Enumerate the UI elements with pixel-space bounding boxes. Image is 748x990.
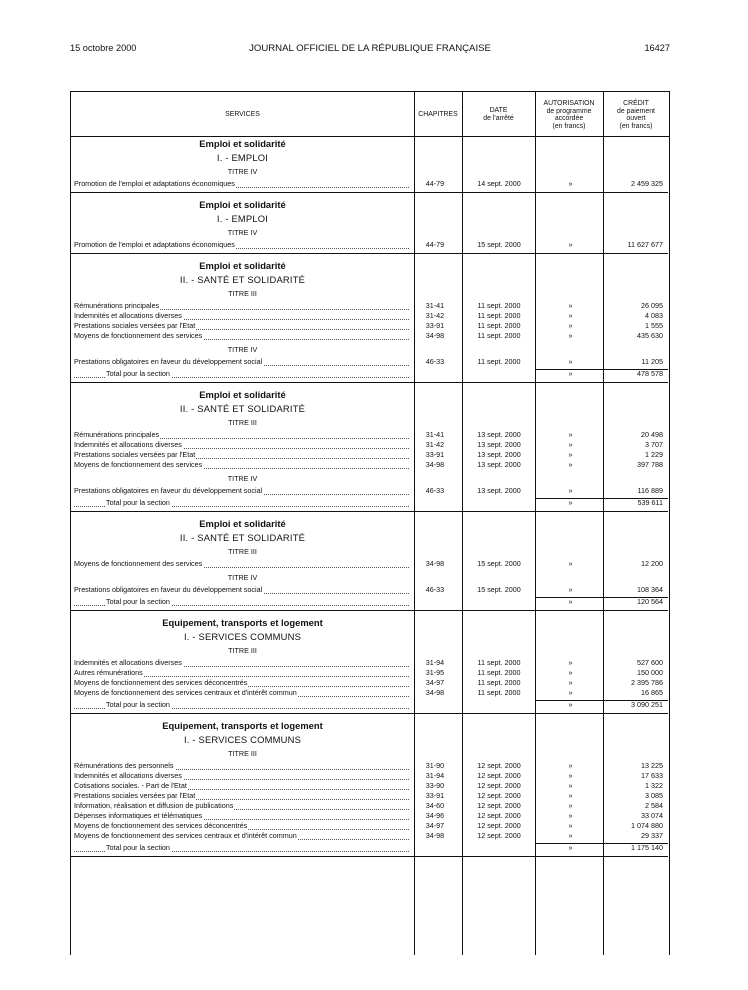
- row-label-text: Prestations obligatoires en faveur du développement social: [74, 357, 263, 366]
- section-rule: [70, 713, 668, 714]
- row-credit: 20 498: [641, 430, 663, 439]
- col-header-auth-line: de programme: [546, 107, 592, 115]
- total-label: [74, 369, 409, 378]
- row-label: [74, 460, 409, 469]
- titre-heading: [70, 343, 668, 357]
- row-credit: 108 364: [637, 585, 663, 594]
- total-credit: 3 090 251: [631, 700, 663, 709]
- ministry-heading: [70, 516, 668, 531]
- subsection-heading: [70, 531, 668, 545]
- ministry-title: Emploi et solidarité: [199, 260, 286, 271]
- total-label: [74, 498, 409, 507]
- row-label: [74, 678, 409, 687]
- row-label: [74, 771, 409, 780]
- table-row: [70, 688, 668, 698]
- total-row: [70, 498, 668, 508]
- row-autorisation: »: [568, 311, 573, 320]
- titre-label: TITRE III: [228, 749, 257, 758]
- row-autorisation: »: [568, 771, 573, 780]
- row-credit: 4 083: [645, 311, 663, 320]
- spacer: [70, 857, 668, 861]
- titre-label: TITRE IV: [227, 474, 258, 483]
- row-label-text: Information, réalisation et diffusion de publications: [74, 801, 234, 810]
- total-label-text: Total pour la section: [106, 369, 170, 378]
- row-date: 11 sept. 2000: [477, 331, 521, 340]
- row-credit: 116 889: [637, 486, 663, 495]
- row-chapitre: 44-79: [425, 240, 445, 249]
- row-date: 13 sept. 2000: [477, 460, 521, 469]
- page-header: [70, 43, 670, 57]
- row-credit: 17 633: [641, 771, 663, 780]
- table-row: [70, 668, 668, 678]
- row-credit: 2 584: [645, 801, 663, 810]
- row-autorisation: »: [568, 658, 573, 667]
- row-autorisation: »: [568, 791, 573, 800]
- table-row: [70, 301, 668, 311]
- row-label: [74, 781, 409, 790]
- row-credit: 3 707: [645, 440, 663, 449]
- row-date: 11 sept. 2000: [477, 321, 521, 330]
- row-credit: 397 788: [637, 460, 663, 469]
- col-header-date: [462, 107, 535, 122]
- row-date: 13 sept. 2000: [477, 440, 521, 449]
- row-chapitre: 34-96: [425, 811, 445, 820]
- row-label-text: Prestations sociales versées par l'Etat: [74, 450, 196, 459]
- row-label: [74, 450, 409, 459]
- row-date: 12 sept. 2000: [477, 791, 521, 800]
- col-header-auth-line: AUTORISATION: [543, 100, 595, 107]
- row-chapitre: 34-98: [425, 831, 445, 840]
- table-row: [70, 811, 668, 821]
- row-label-text: Dépenses informatiques et télématiques: [74, 811, 203, 820]
- row-date: 12 sept. 2000: [477, 771, 521, 780]
- total-autorisation: »: [568, 498, 573, 507]
- row-label-text: Rémunérations principales: [74, 301, 160, 310]
- row-label-text: Moyens de fonctionnement des services: [74, 559, 203, 568]
- col-header-services: SERVICES: [225, 111, 260, 118]
- section-block: [70, 516, 668, 615]
- issue-date: 15 octobre 2000: [70, 43, 137, 53]
- row-date: 12 sept. 2000: [477, 831, 521, 840]
- ministry-heading: [70, 197, 668, 212]
- section-rule: [70, 856, 668, 857]
- total-label-text: Total pour la section: [106, 498, 170, 507]
- row-label-text: Moyens de fonctionnement des services centraux et d'intérêt commun: [74, 688, 297, 697]
- subsection-title: II. - SANTÉ ET SOLIDARITÉ: [179, 274, 306, 285]
- row-label: [74, 668, 409, 677]
- row-autorisation: »: [568, 781, 573, 790]
- row-label: [74, 321, 409, 330]
- row-label-text: Indemnités et allocations diverses: [74, 440, 182, 449]
- row-label: [74, 179, 409, 188]
- row-label-text: Moyens de fonctionnement des services déconcentrés: [74, 821, 248, 830]
- row-autorisation: »: [568, 321, 573, 330]
- total-autorisation: »: [568, 700, 573, 709]
- total-credit: 478 578: [637, 369, 663, 378]
- col-header-credit-line: ouvert: [626, 115, 646, 123]
- row-credit: 150 000: [637, 668, 663, 677]
- row-label-text: Moyens de fonctionnement des services: [74, 460, 203, 469]
- row-label: [74, 486, 409, 495]
- subsection-heading: [70, 151, 668, 165]
- row-label: [74, 440, 409, 449]
- row-credit: 1 074 880: [631, 821, 663, 830]
- row-autorisation: »: [568, 801, 573, 810]
- row-credit: 1 229: [645, 450, 663, 459]
- row-autorisation: »: [568, 460, 573, 469]
- row-label: [74, 801, 409, 810]
- section-rule: [70, 511, 668, 512]
- row-credit: 2 395 786: [631, 678, 663, 687]
- row-autorisation: »: [568, 430, 573, 439]
- row-label: [74, 311, 409, 320]
- row-credit: 11 205: [641, 357, 663, 366]
- total-label: [74, 700, 409, 709]
- table-row: [70, 678, 668, 688]
- titre-heading: [70, 226, 668, 240]
- row-chapitre: 34-98: [425, 559, 445, 568]
- titre-heading: [70, 644, 668, 658]
- col-header-date-line: DATE: [489, 107, 508, 114]
- section-block: [70, 718, 668, 861]
- table-row: [70, 440, 668, 450]
- journal-title: JOURNAL OFFICIEL DE LA RÉPUBLIQUE FRANÇAISE: [249, 43, 491, 54]
- total-row: [70, 700, 668, 710]
- titre-label: TITRE III: [228, 289, 257, 298]
- row-chapitre: 46-33: [425, 486, 445, 495]
- total-label: [74, 843, 409, 852]
- table-row: [70, 761, 668, 771]
- table-row: [70, 357, 668, 367]
- row-label: [74, 331, 409, 340]
- row-autorisation: »: [568, 811, 573, 820]
- row-label: [74, 831, 409, 840]
- col-header-date-line: de l'arrêté: [483, 114, 514, 122]
- total-credit: 120 564: [637, 597, 663, 606]
- row-label-text: Indemnités et allocations diverses: [74, 311, 182, 320]
- row-label: [74, 301, 409, 310]
- row-label: [74, 811, 409, 820]
- row-label: [74, 585, 409, 594]
- row-autorisation: »: [568, 331, 573, 340]
- total-credit: 539 611: [637, 498, 663, 507]
- section-block: [70, 136, 668, 197]
- table-row: [70, 486, 668, 496]
- ministry-title: Emploi et solidarité: [199, 138, 286, 149]
- row-autorisation: »: [568, 688, 573, 697]
- ministry-heading: [70, 387, 668, 402]
- subsection-title: I. - SERVICES COMMUNS: [183, 631, 302, 642]
- row-label-text: Prestations sociales versées par l'Etat: [74, 321, 196, 330]
- ministry-title: Equipement, transports et logement: [162, 720, 323, 731]
- row-chapitre: 46-33: [425, 357, 445, 366]
- row-autorisation: »: [568, 179, 573, 188]
- row-date: 13 sept. 2000: [477, 486, 521, 495]
- row-label-text: Rémunérations des personnels: [74, 761, 174, 770]
- col-header-credit: [603, 100, 669, 130]
- table-row: [70, 559, 668, 569]
- total-label: [74, 597, 409, 606]
- row-autorisation: »: [568, 240, 573, 249]
- row-date: 11 sept. 2000: [477, 668, 521, 677]
- row-credit: 435 630: [637, 331, 663, 340]
- row-date: 12 sept. 2000: [477, 761, 521, 770]
- section-rule: [70, 192, 668, 193]
- row-chapitre: 31-94: [425, 658, 445, 667]
- row-chapitre: 33-91: [425, 450, 445, 459]
- row-date: 12 sept. 2000: [477, 781, 521, 790]
- ministry-heading: [70, 718, 668, 733]
- row-chapitre: 33-90: [425, 781, 445, 790]
- table-row: [70, 791, 668, 801]
- section-rule: [70, 610, 668, 611]
- titre-heading: [70, 472, 668, 486]
- row-chapitre: 31-41: [425, 430, 445, 439]
- total-label-text: Total pour la section: [106, 843, 170, 852]
- row-chapitre: 31-42: [425, 440, 445, 449]
- row-date: 13 sept. 2000: [477, 430, 521, 439]
- total-row: [70, 597, 668, 607]
- row-label-text: Moyens de fonctionnement des services déconcentrés: [74, 678, 248, 687]
- table-row: [70, 430, 668, 440]
- table-row: [70, 240, 668, 250]
- row-chapitre: 34-97: [425, 678, 445, 687]
- subsection-heading: [70, 212, 668, 226]
- row-label: [74, 240, 409, 249]
- row-credit: 1 322: [645, 781, 663, 790]
- section-block: [70, 387, 668, 516]
- table-row: [70, 771, 668, 781]
- titre-label: TITRE IV: [227, 345, 258, 354]
- col-header-auth-line: accordée: [554, 115, 584, 123]
- row-chapitre: 34-98: [425, 460, 445, 469]
- ministry-title: Equipement, transports et logement: [162, 617, 323, 628]
- section-block: [70, 615, 668, 718]
- row-label: [74, 658, 409, 667]
- row-credit: 16 865: [641, 688, 663, 697]
- row-date: 12 sept. 2000: [477, 821, 521, 830]
- row-credit: 29 337: [641, 831, 663, 840]
- titre-heading: [70, 165, 668, 179]
- row-chapitre: 33-91: [425, 791, 445, 800]
- row-date: 13 sept. 2000: [477, 450, 521, 459]
- row-label-text: Indemnités et allocations diverses: [74, 771, 182, 780]
- table-row: [70, 821, 668, 831]
- subsection-heading: [70, 402, 668, 416]
- ministry-title: Emploi et solidarité: [199, 518, 286, 529]
- row-autorisation: »: [568, 357, 573, 366]
- row-autorisation: »: [568, 450, 573, 459]
- table-row: [70, 460, 668, 470]
- table-row: [70, 179, 668, 189]
- total-label-text: Total pour la section: [106, 597, 170, 606]
- row-chapitre: 31-41: [425, 301, 445, 310]
- row-label-text: Autres rémunérations: [74, 668, 143, 677]
- table-row: [70, 331, 668, 341]
- row-date: 14 sept. 2000: [477, 179, 521, 188]
- row-autorisation: »: [568, 831, 573, 840]
- row-label: [74, 357, 409, 366]
- subsection-title: II. - SANTÉ ET SOLIDARITÉ: [179, 532, 306, 543]
- titre-heading: [70, 416, 668, 430]
- section-rule: [70, 382, 668, 383]
- row-label: [74, 761, 409, 770]
- row-autorisation: »: [568, 585, 573, 594]
- table-row: [70, 658, 668, 668]
- row-autorisation: »: [568, 440, 573, 449]
- table-body: [70, 136, 668, 861]
- row-credit: 11 627 677: [627, 240, 663, 249]
- row-autorisation: »: [568, 486, 573, 495]
- section-block: [70, 197, 668, 258]
- titre-label: TITRE III: [228, 646, 257, 655]
- total-autorisation: »: [568, 843, 573, 852]
- row-chapitre: 31-95: [425, 668, 445, 677]
- table-row: [70, 781, 668, 791]
- total-row: [70, 369, 668, 379]
- row-date: 11 sept. 2000: [477, 301, 521, 310]
- row-date: 11 sept. 2000: [477, 678, 521, 687]
- section-rule: [70, 253, 668, 254]
- ministry-heading: [70, 136, 668, 151]
- row-chapitre: 34-60: [425, 801, 445, 810]
- row-label-text: Promotion de l'emploi et adaptations économiques: [74, 179, 235, 188]
- row-label-text: Indemnités et allocations diverses: [74, 658, 182, 667]
- row-date: 12 sept. 2000: [477, 801, 521, 810]
- total-row: [70, 843, 668, 853]
- row-label-text: Prestations sociales versées par l'Etat: [74, 791, 196, 800]
- row-date: 11 sept. 2000: [477, 688, 521, 697]
- table-row: [70, 311, 668, 321]
- titre-label: TITRE IV: [227, 573, 258, 582]
- row-date: 12 sept. 2000: [477, 811, 521, 820]
- row-label-text: Moyens de fonctionnement des services centraux et d'intérêt commun: [74, 831, 297, 840]
- col-header-autorisation: [535, 100, 603, 130]
- row-label: [74, 559, 409, 568]
- row-label-text: Rémunérations principales: [74, 430, 160, 439]
- row-date: 15 sept. 2000: [477, 240, 521, 249]
- row-credit: 527 600: [637, 658, 663, 667]
- row-credit: 2 459 325: [631, 179, 663, 188]
- row-chapitre: 44-79: [425, 179, 445, 188]
- ministry-title: Emploi et solidarité: [199, 389, 286, 400]
- row-credit: 3 085: [645, 791, 663, 800]
- table-row: [70, 321, 668, 331]
- row-credit: 13 225: [641, 761, 663, 770]
- total-credit: 1 175 140: [631, 843, 663, 852]
- row-chapitre: 31-90: [425, 761, 445, 770]
- row-autorisation: »: [568, 761, 573, 770]
- table-row: [70, 585, 668, 595]
- col-header-credit-line: CRÉDIT: [623, 100, 649, 107]
- ministry-heading: [70, 615, 668, 630]
- subsection-title: II. - SANTÉ ET SOLIDARITÉ: [179, 403, 306, 414]
- subsection-heading: [70, 630, 668, 644]
- row-autorisation: »: [568, 668, 573, 677]
- row-label-text: Prestations obligatoires en faveur du développement social: [74, 585, 263, 594]
- ministry-heading: [70, 258, 668, 273]
- row-chapitre: 34-97: [425, 821, 445, 830]
- row-autorisation: »: [568, 821, 573, 830]
- titre-heading: [70, 747, 668, 761]
- subsection-heading: [70, 733, 668, 747]
- titre-label: TITRE III: [228, 547, 257, 556]
- col-header-credit-line: (en francs): [619, 122, 653, 130]
- titre-label: TITRE IV: [227, 167, 258, 176]
- table-row: [70, 801, 668, 811]
- col-header-credit-line: de paiement: [617, 107, 655, 115]
- row-date: 11 sept. 2000: [477, 311, 521, 320]
- row-label-text: Prestations obligatoires en faveur du développement social: [74, 486, 263, 495]
- row-credit: 12 200: [641, 559, 663, 568]
- section-block: [70, 258, 668, 387]
- page-number: 16427: [644, 43, 670, 53]
- row-date: 11 sept. 2000: [477, 658, 521, 667]
- row-chapitre: 33-91: [425, 321, 445, 330]
- subsection-title: I. - SERVICES COMMUNS: [183, 734, 302, 745]
- row-label-text: Cotisations sociales. - Part de l'Etat: [74, 781, 187, 790]
- row-label-text: Promotion de l'emploi et adaptations économiques: [74, 240, 235, 249]
- row-autorisation: »: [568, 301, 573, 310]
- row-label: [74, 791, 409, 800]
- row-chapitre: 34-98: [425, 688, 445, 697]
- table-row: [70, 831, 668, 841]
- row-label: [74, 688, 409, 697]
- titre-heading: [70, 287, 668, 301]
- titre-heading: [70, 571, 668, 585]
- row-label-text: Moyens de fonctionnement des services: [74, 331, 203, 340]
- titre-label: TITRE III: [228, 418, 257, 427]
- subsection-title: I. - EMPLOI: [216, 213, 269, 224]
- row-credit: 33 074: [641, 811, 663, 820]
- row-chapitre: 31-94: [425, 771, 445, 780]
- row-label: [74, 430, 409, 439]
- row-credit: 1 555: [645, 321, 663, 330]
- row-date: 11 sept. 2000: [477, 357, 521, 366]
- total-label-text: Total pour la section: [106, 700, 170, 709]
- total-autorisation: »: [568, 597, 573, 606]
- row-chapitre: 34-98: [425, 331, 445, 340]
- table-row: [70, 450, 668, 460]
- ministry-title: Emploi et solidarité: [199, 199, 286, 210]
- col-header-auth-line: (en francs): [552, 122, 586, 130]
- row-chapitre: 31-42: [425, 311, 445, 320]
- titre-heading: [70, 545, 668, 559]
- row-chapitre: 46-33: [425, 585, 445, 594]
- titre-label: TITRE IV: [227, 228, 258, 237]
- col-header-chapitres: CHAPITRES: [418, 111, 458, 118]
- row-autorisation: »: [568, 559, 573, 568]
- row-date: 15 sept. 2000: [477, 559, 521, 568]
- row-credit: 26 095: [641, 301, 663, 310]
- subsection-title: I. - EMPLOI: [216, 152, 269, 163]
- total-autorisation: »: [568, 369, 573, 378]
- subsection-heading: [70, 273, 668, 287]
- row-autorisation: »: [568, 678, 573, 687]
- row-label: [74, 821, 409, 830]
- row-date: 15 sept. 2000: [477, 585, 521, 594]
